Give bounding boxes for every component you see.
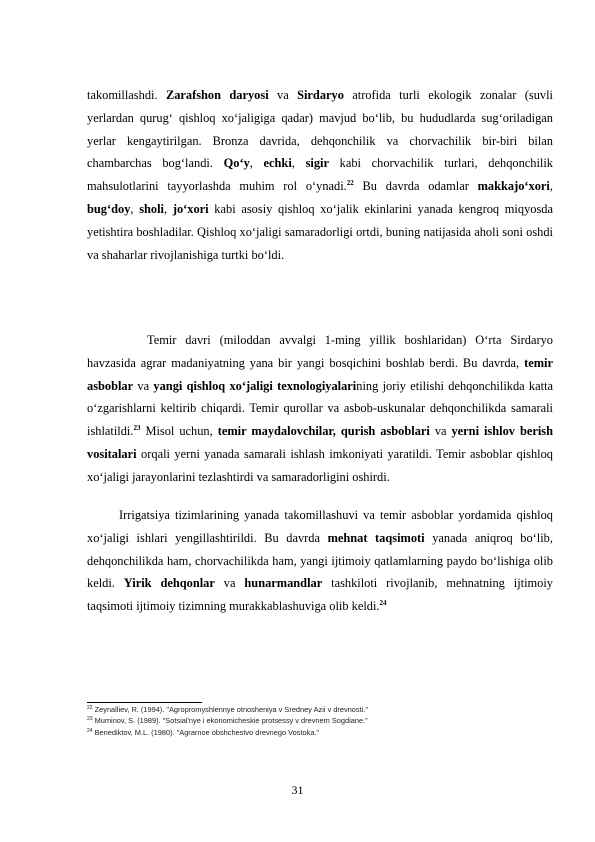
bold-term: yangi qishloq xo‘jaligi texnologiyalari (153, 378, 357, 393)
text-run: , (164, 201, 173, 216)
text-run: Misol uchun, (140, 424, 218, 439)
footnote-text: Zeynalliev, R. (1994). "Agropromyshlennye otnosheniya v Sredney Azii v drevnosti." (94, 705, 368, 714)
bold-term: sholi (139, 201, 164, 216)
footnote-text: Benediktov, M.L. (1980). "Agrarnoe obshchestvo drevnego Vostoka." (94, 727, 320, 737)
bold-term: temir maydalovchilar, qurish asboblari (217, 424, 430, 439)
footnotes (87, 704, 553, 738)
footnote-text: Muminov, S. (1989). "Sotsial'nye i ekonomicheskie protsessy v drevnem Sogdiane." (94, 716, 368, 726)
footnote-ref[interactable]: 24 (379, 599, 387, 608)
footnote-22 (87, 704, 553, 715)
text-run: atrofida turli ekologik zonalar (suvli yerlardan qurug‘ qishloq xo‘jaligiga qadar) mavjud bo‘lib, bu hududlarda sug‘oriladigan yerlar kengaytirilgan. Bronza davrida, dehqonchilik va chorvachilik bir-biri bilan chambarchas bog‘landi. (87, 88, 554, 171)
paragraph-bronze-age (87, 84, 553, 266)
text-run: takomillashdi. (87, 88, 166, 102)
text-run: , (549, 179, 553, 194)
text-run: yanada aniqroq bo‘lib, dehqonchilikda ham, chorvachilikda ham, yangi ijtimoiy qatlamlarning paydo bo‘lishiga olib keldi. (87, 530, 553, 591)
bold-term: Qo‘y (223, 156, 250, 171)
text-run: ning joriy etilishi dehqonchilikda katta o‘zgarishlarni keltirib chiqardi. Temir qurollar va asbob-uskunalar dehqonchilikda samarali ishlatildi. (87, 378, 554, 439)
bold-term: yerni ishlov berish vositalari (87, 424, 553, 461)
footnote-ref[interactable]: 23 (133, 424, 141, 433)
bold-term: jo‘xori (172, 201, 209, 216)
text-run: , (249, 156, 264, 171)
footnote-number: 24 (87, 727, 93, 734)
text-run: tashkiloti rivojlanib, mehnatning ijtimoiy taqsimoti ijtimoiy tizimning murakkablashuviga olib keldi. (87, 576, 554, 614)
text-run: va (214, 576, 245, 591)
bold-term: makkajo‘xori (477, 179, 550, 194)
paragraph-irrigation (87, 504, 553, 618)
bold-term: Yirik dehqonlar (123, 576, 215, 591)
footnote-23 (87, 715, 553, 726)
text-run: va (268, 88, 298, 102)
footnote-ref[interactable]: 22 (346, 179, 354, 188)
text-run: , (130, 201, 140, 216)
bold-term: sigir (305, 156, 329, 171)
bold-term: hunarmandlar (244, 576, 323, 591)
bold-term: bug‘doy (87, 201, 131, 216)
paragraph-iron-age (87, 329, 553, 489)
text-run: Bu davrda odamlar (353, 179, 478, 194)
bold-term: mehnat taqsimoti (327, 530, 425, 545)
bold-term: echki (263, 156, 292, 171)
footnote-separator (87, 702, 202, 703)
text-run: , (291, 156, 306, 171)
bold-term: Sirdaryo (297, 88, 344, 102)
text-run: va (429, 424, 452, 439)
footnote-24 (87, 727, 553, 738)
text-run: kabi chorvachilik turlari, dehqonchilik mahsulotlarini tayyorlashda muhim rol o‘ynadi. (87, 156, 553, 194)
text-run: Temir davri (miloddan avvalgi 1-ming yillik boshlaridan) O‘rta Sirdaryo havzasida agrar madaniyatning yana bir yangi bosqichini boshlab berdi. Bu davrda, (87, 333, 553, 370)
bold-term: temir asboblar (87, 355, 553, 393)
bold-term: Zarafshon daryosi (165, 88, 269, 102)
text-run: kabi asosiy qishloq xo‘jalik ekinlarini yanada kengroq miqyosda yetishtira boshladilar. Qishloq xo‘jaligi samaradorligi ortdi, buning natijasida aholi soni oshdi va shaharlar rivojlanishiga turtki bo‘ldi. (87, 201, 553, 262)
footnote-number: 23 (87, 716, 93, 723)
text-run: orqali yerni yanada samarali ishlash imkoniyati yaratildi. Temir asboblar qishloq xo‘jaligi jarayonlarini tezlashtirdi va samaradorligini oshirdi. (87, 446, 553, 484)
footnote-number: 22 (87, 705, 93, 711)
page-number: 31 (291, 783, 304, 797)
text-run: va (133, 378, 154, 393)
text-run: Irrigatsiya tizimlarining yanada takomillashuvi va temir asboblar yordamida qishloq xo‘jaligi ishlari yengillashtirildi. Bu davrda (87, 508, 553, 545)
